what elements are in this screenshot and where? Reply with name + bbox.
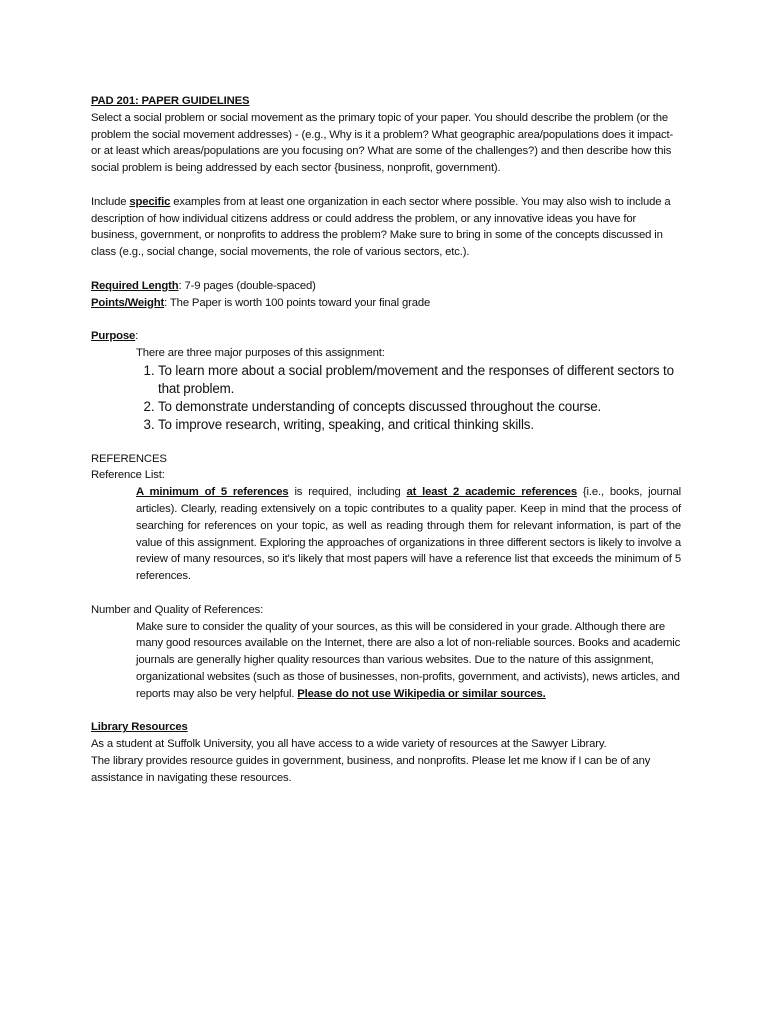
points-weight-line xyxy=(91,295,681,312)
points-weight-value: : The Paper is worth 100 points toward your final grade xyxy=(164,296,431,309)
document-title: PAD 201: PAPER GUIDELINES xyxy=(91,95,250,107)
required-length-line xyxy=(91,278,681,295)
quality-body: Make sure to consider the quality of your sources, as this will be considered in your grade. Although there are many good resources available on the Internet, there are also a lot of non-reliable sources. Books and academic journals are generally higher quality resources than various websites. Due to the nature of this assignment, organizational websites (such as those of businesses, non-profits, government, and activists), news articles, and reports may also be very helpful. xyxy=(136,620,681,700)
document-page xyxy=(91,93,681,786)
quality-label: Number and Quality of References: xyxy=(91,603,264,616)
purpose-colon: : xyxy=(135,330,139,343)
library-line-2: The library provides resource guides in government, business, and nonprofits. Please let me know if I can be of any assistance in navigating these resources. xyxy=(91,754,651,784)
purpose-item: 2. To demonstrate understanding of concepts discussed throughout the course. xyxy=(158,398,681,416)
library-heading: Library Resources xyxy=(91,721,188,734)
purpose-list xyxy=(136,362,681,434)
include-post: examples from at least one organization in each sector where possible. You may also wish to include a description of how individual citizens address or could address the problem, or any innovative ideas you have for business, government, or nonprofits to address the problem? Make sure to bring in some of the concepts discussed in class (e.g., social change, social movements, the role of various sectors, etc.). xyxy=(91,195,671,259)
required-length-value: : 7-9 pages (double-spaced) xyxy=(178,279,316,292)
reference-list-paragraph xyxy=(136,484,681,585)
references-heading: REFERENCES xyxy=(91,452,167,465)
points-weight-label: Points/Weight xyxy=(91,296,165,309)
reference-list-label: Reference List: xyxy=(91,469,165,482)
purpose-intro: There are three major purposes of this assignment: xyxy=(136,346,385,359)
purpose-item: 1. To learn more about a social problem/movement and the responses of different sectors to that problem. xyxy=(158,362,681,398)
library-line-1: As a student at Suffolk University, you all have access to a wide variety of resources at the Sawyer Library. xyxy=(91,738,607,751)
academic-references-emphasis: at least 2 academic references xyxy=(406,486,577,499)
quality-paragraph xyxy=(136,619,681,703)
reference-rest: {i.e., books, journal articles). Clearly, reading extensively on a topic contributes to a quality paper. Keep in mind that the process of searching for references on your topic, as well as reading through them for relevant information, is part of the value of this assignment. Exploring the approaches of organizations in three different sectors is likely to involve a review of many resources, so it's likely that most papers will have a reference list that exceeds the minimum of 5 references. xyxy=(136,486,682,583)
reference-mid: is required, including xyxy=(288,486,407,499)
required-length-label: Required Length xyxy=(91,279,179,292)
include-paragraph xyxy=(91,194,681,261)
include-pre: Include xyxy=(91,195,130,208)
include-emphasis: specific xyxy=(129,195,171,208)
intro-paragraph: Select a social problem or social movement as the primary topic of your paper. You should describe the problem (or the problem the social movement addresses) - (e.g., Why is it a problem? What geographic area/populations does it impact-or at least which areas/populations are you focusing on? What are some of the challenges?) and then describe how this social problem is being addressed by each sector {business, nonprofit, government). xyxy=(91,111,674,175)
purpose-label: Purpose xyxy=(91,330,136,343)
wikipedia-warning: Please do not use Wikipedia or similar sources. xyxy=(297,687,546,700)
purpose-item: 3. To improve research, writing, speaking, and critical thinking skills. xyxy=(158,416,681,434)
purpose-heading xyxy=(91,328,681,345)
minimum-references-emphasis: A minimum of 5 references xyxy=(136,486,289,499)
